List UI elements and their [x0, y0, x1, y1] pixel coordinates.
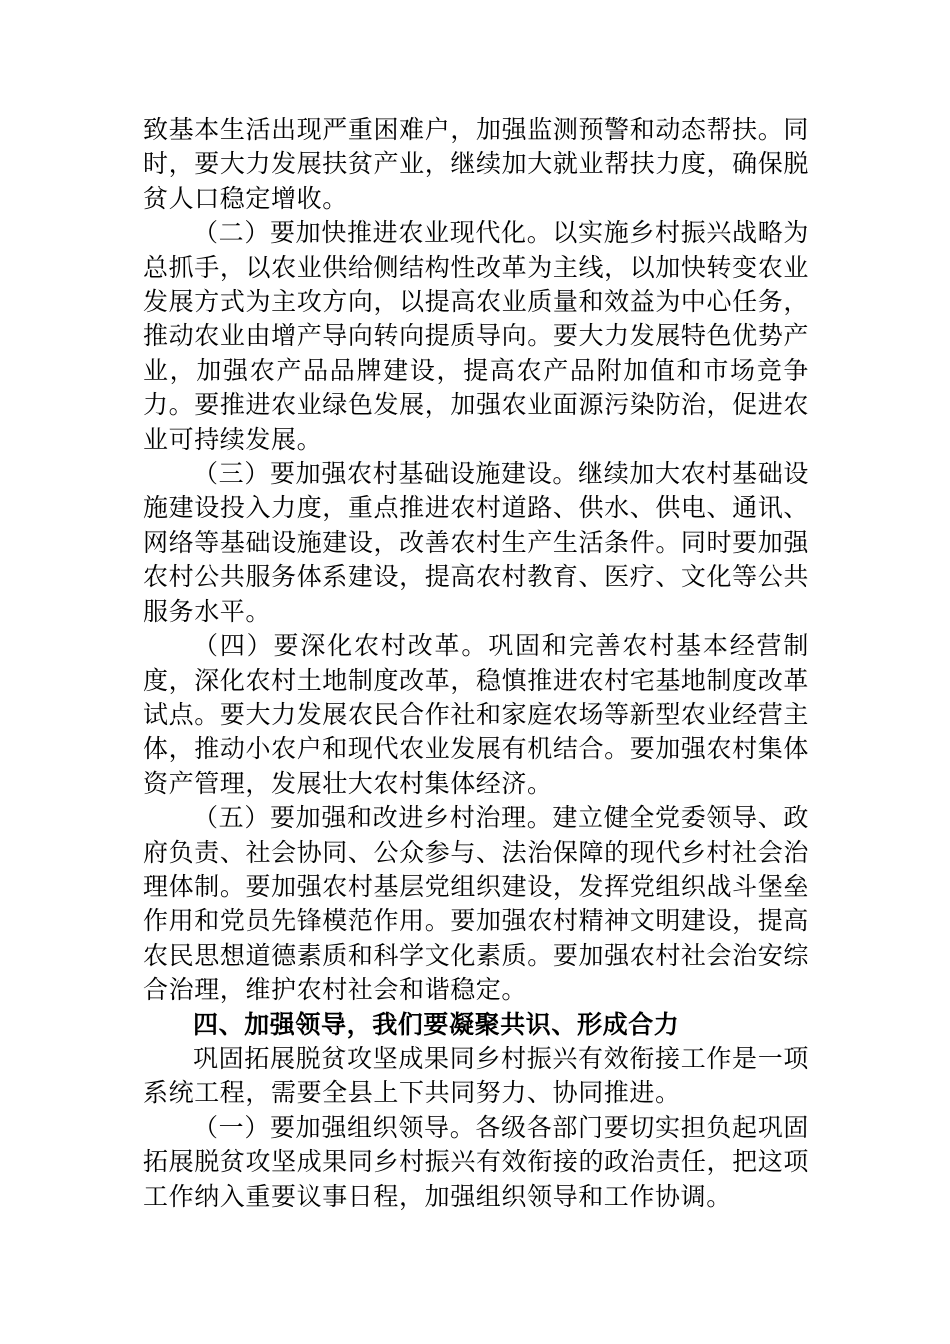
paragraph-section-4: （四）要深化农村改革。巩固和完善农村基本经营制度，深化农村土地制度改革，稳慎推进农村宅基地制度改革试点。要大力发展农民合作社和家庭农场等新型农业经营主体，推动小农户和现代农业发展有机结合。要加强农村集体资产管理，发展壮大农村集体经济。 [143, 631, 809, 798]
paragraph-intro-four: 巩固拓展脱贫攻坚成果同乡村振兴有效衔接工作是一项系统工程，需要全县上下共同努力、协同推进。 [143, 1043, 809, 1108]
paragraph-section-5: （五）要加强和改进乡村治理。建立健全党委领导、政府负责、社会协同、公众参与、法治保障的现代乡村社会治理体制。要加强农村基层党组织建设，发挥党组织战斗堡垒作用和党员先锋模范作用。要加强农村精神文明建设，提高农民思想道德素质和科学文化素质。要加强农村社会治安综合治理，维护农村社会和谐稳定。 [143, 803, 809, 1005]
section-heading-four: 四、加强领导，我们要凝聚共识、形成合力 [193, 1009, 680, 1039]
paragraph-four-item-1: （一）要加强组织领导。各级各部门要切实担负起巩固拓展脱贫攻坚成果同乡村振兴有效衔接的政治责任，把这项工作纳入重要议事日程，加强组织领导和工作协调。 [143, 1112, 809, 1211]
paragraph-section-2: （二）要加快推进农业现代化。以实施乡村振兴战略为总抓手，以农业供给侧结构性改革为主线，以加快转变农业发展方式为主攻方向，以提高农业质量和效益为中心任务，推动农业由增产导向转向提质导向。要大力发展特色优势产业，加强农产品品牌建设，提高农产品附加值和市场竞争力。要推进农业绿色发展，加强农业面源污染防治，促进农业可持续发展。 [143, 218, 809, 454]
paragraph-continuation: 致基本生活出现严重困难户，加强监测预警和动态帮扶。同时，要大力发展扶贫产业，继续加大就业帮扶力度，确保脱贫人口稳定增收。 [143, 115, 809, 213]
paragraph-section-3: （三）要加强农村基础设施建设。继续加大农村基础设施建设投入力度，重点推进农村道路、供水、供电、通讯、网络等基础设施建设，改善农村生产生活条件。同时要加强农村公共服务体系建设，提高农村教育、医疗、文化等公共服务水平。 [143, 459, 809, 626]
document-page [143, 113, 809, 1214]
